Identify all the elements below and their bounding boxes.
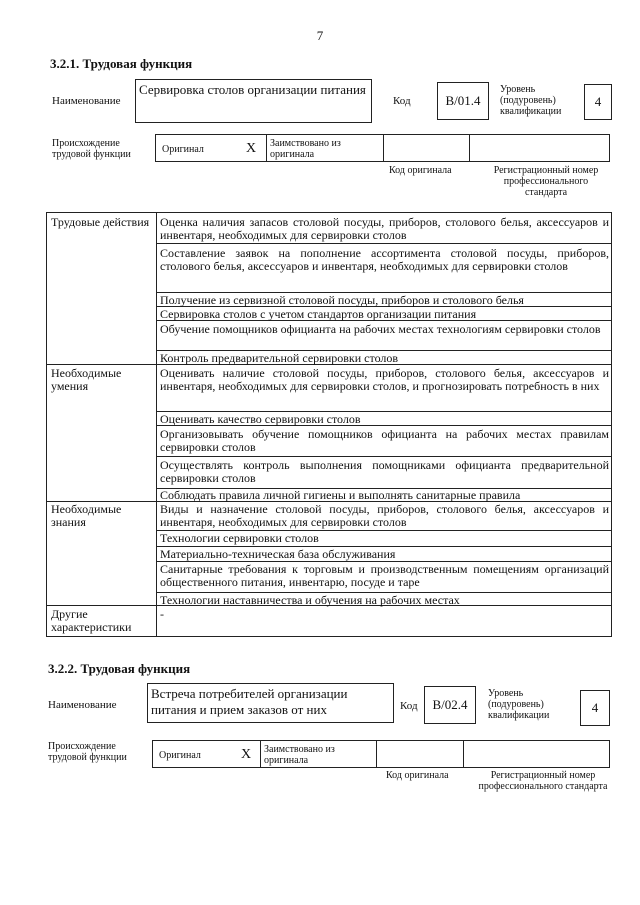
group-label-skills: Необходимые умения <box>51 366 122 393</box>
function-name-box: Встреча потребителей организации питания и прием заказов от них <box>147 683 394 723</box>
origin-label: Происхождение трудовой функции <box>52 138 131 160</box>
name-label: Наименование <box>52 95 121 107</box>
original-label: Оригинал <box>162 144 204 155</box>
table-row: Составление заявок на пополнение ассортимента столовой посуды, приборов, столового белья, аксессуаров и инвентаря, необходимых для сервировки столов <box>160 246 609 273</box>
table-row: Соблюдать правила личной гигиены и выполнять санитарные правила <box>160 488 521 502</box>
borrowed-label: Заимствовано из оригинала <box>270 138 341 160</box>
table-row: Оценка наличия запасов столовой посуды, приборов, столового белья, аксессуаров и инвентаря, необходимых для сервировки столов <box>160 215 609 242</box>
level-box: 4 <box>584 84 612 120</box>
level-box: 4 <box>580 690 610 726</box>
reg-number-caption: Регистрационный номер профессионального стандарта <box>478 770 608 792</box>
table-row: Организовывать обучение помощников официанта на рабочих местах правилам сервировки столов <box>160 427 609 454</box>
table-row: Технологии наставничества и обучения на рабочих местах <box>160 593 460 607</box>
table-row: Получение из сервизной столовой посуды, приборов и столового белья <box>160 293 524 307</box>
origin-label: Происхождение трудовой функции <box>48 741 127 763</box>
table-row: Санитарные требования к торговым и производственным помещениям организаций общественного питания, инвентарю, посуде и таре <box>160 562 609 589</box>
table-row: Материально-техническая база обслуживания <box>160 547 396 561</box>
table-row: Оценивать качество сервировки столов <box>160 412 361 426</box>
section-title: 3.2.1. Трудовая функция <box>50 56 193 71</box>
table-row: Сервировка столов с учетом стандартов организации питания <box>160 307 477 321</box>
original-label: Оригинал <box>159 750 201 761</box>
table-row: Осуществлять контроль выполнения помощниками официанта предварительной сервировки столов <box>160 458 609 485</box>
table-row: Обучение помощников официанта на рабочих местах технологиям сервировки столов <box>160 322 601 336</box>
section-title: 3.2.2. Трудовая функция <box>48 661 191 676</box>
table-row: Технологии сервировки столов <box>160 531 319 545</box>
borrowed-label: Заимствовано из оригинала <box>264 744 335 766</box>
code-label: Код <box>393 95 411 107</box>
table-row: Виды и назначение столовой посуды, приборов, столового белья, аксессуаров и инвентаря, необходимых для сервировки столов <box>160 502 609 529</box>
table-row: Контроль предварительной сервировки столов <box>160 351 399 365</box>
group-label-knowledge: Необходимые знания <box>51 502 122 529</box>
group-label-labor-actions: Трудовые действия <box>51 215 150 229</box>
code-box: B/02.4 <box>424 686 476 724</box>
table-row: - <box>160 607 164 621</box>
function-name-box: Сервировка столов организации питания <box>135 79 372 123</box>
origin-table <box>152 740 610 768</box>
group-label-other: Другие характеристики <box>51 607 132 634</box>
level-label: Уровень (подуровень) квалификации <box>488 688 550 721</box>
page-number: 7 <box>316 28 324 43</box>
code-box: B/01.4 <box>437 82 489 120</box>
original-mark: X <box>241 747 252 762</box>
origin-table <box>155 134 610 162</box>
code-original-caption: Код оригинала <box>386 770 449 781</box>
name-label: Наименование <box>48 699 117 711</box>
reg-number-caption: Регистрационный номер профессионального стандарта <box>493 165 599 198</box>
original-mark: X <box>246 141 257 156</box>
code-original-caption: Код оригинала <box>389 165 452 176</box>
table-row: Оценивать наличие столовой посуды, приборов, столового белья, аксессуаров и инвентаря, необходимых для сервировки столов, и прогнозировать потребность в них <box>160 366 609 393</box>
code-label: Код <box>400 700 418 712</box>
level-label: Уровень (подуровень) квалификации <box>500 84 562 117</box>
